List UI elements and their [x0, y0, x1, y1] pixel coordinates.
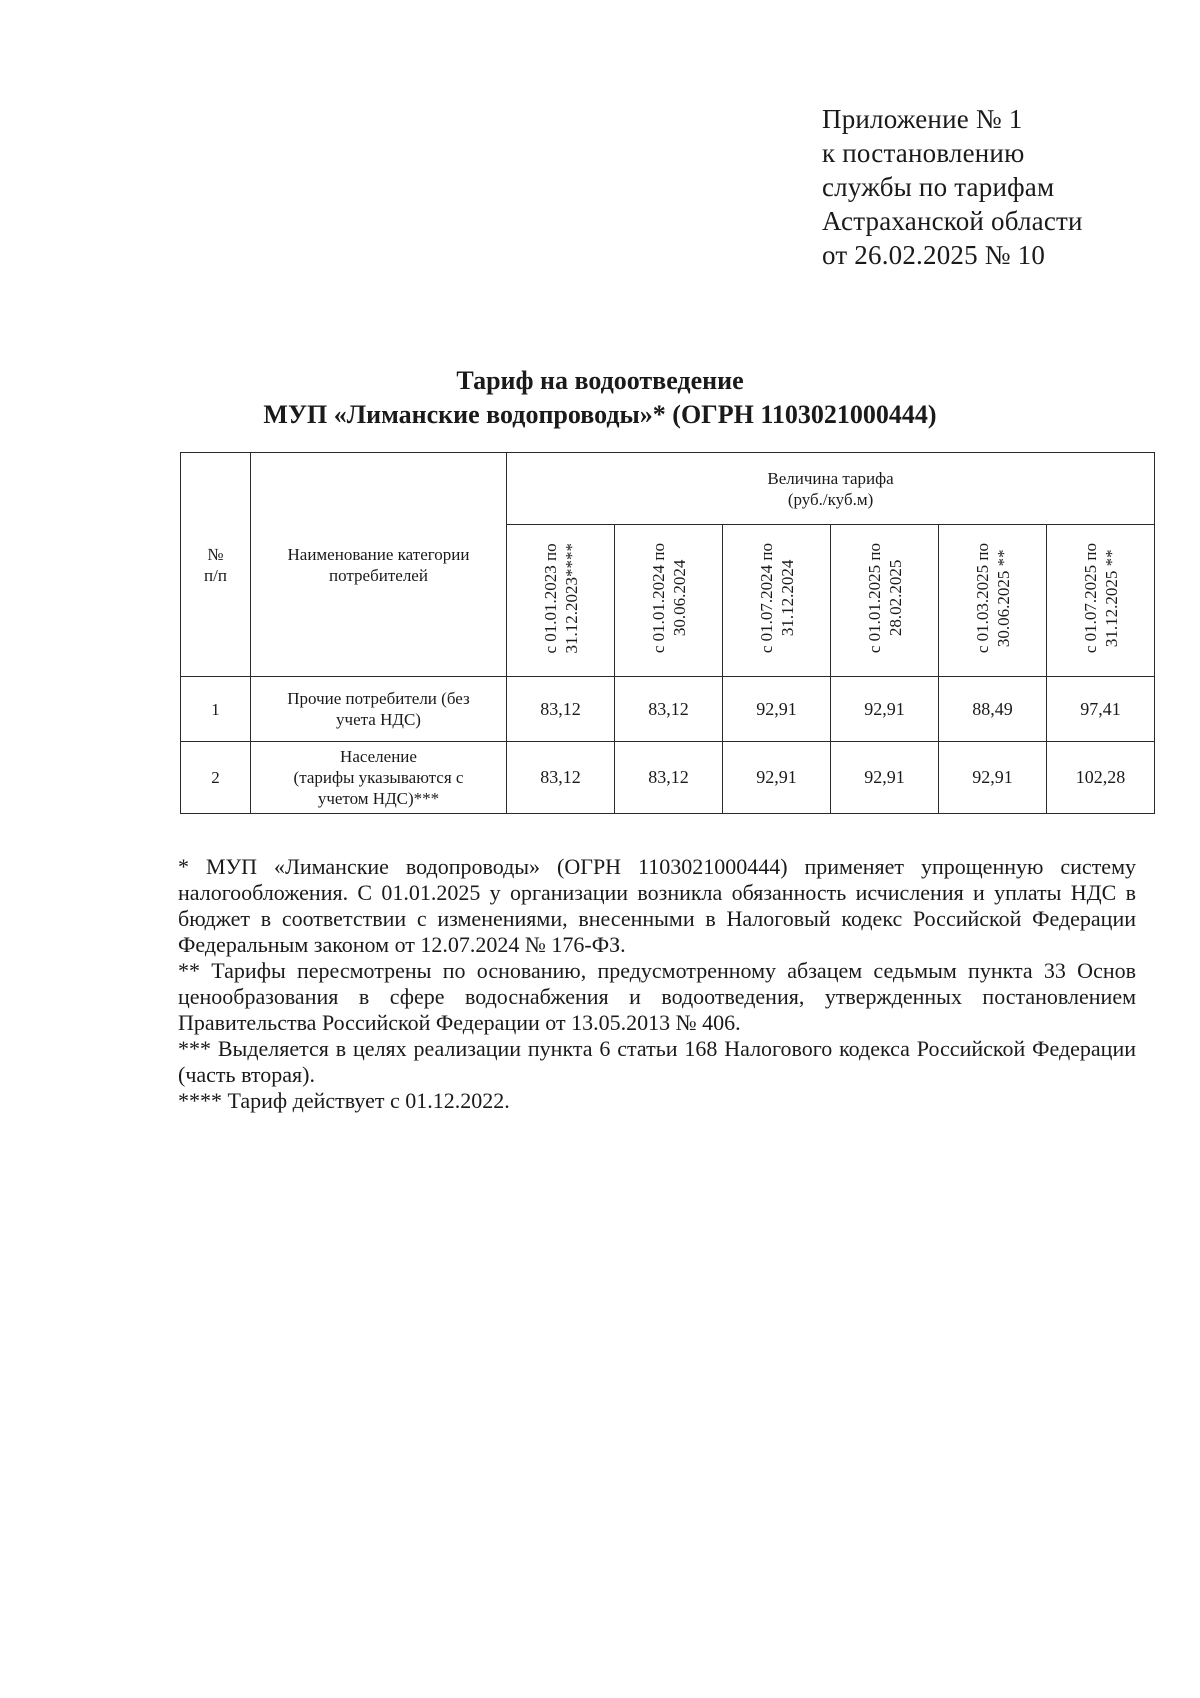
- row-1-value-6: 97,41: [1047, 677, 1155, 742]
- header-no-line-1: №: [207, 544, 224, 564]
- row-2-value-2: 83,12: [615, 742, 723, 814]
- header-period-2: [615, 525, 723, 677]
- period-1-line-2: 31.12.2023****: [561, 542, 581, 654]
- row-2-category-line-1: Население: [340, 747, 417, 766]
- period-3-line-1: с 01.07.2024 по: [756, 542, 776, 654]
- appendix-line-5: от 26.02.2025 № 10: [822, 240, 1046, 270]
- footnote-2: ** Тарифы пересмотрены по основанию, предусмотренному абзацем седьмым пункта 33 Основ ценообразования в сфере водоснабжения и водоотведения, утвержденных постановлением Правительства Российской Федерации от 13.05.2013 № 406.: [178, 958, 1136, 1035]
- row-2-category: [251, 742, 507, 814]
- row-2-value-5: 92,91: [939, 742, 1047, 814]
- header-tariff-group-line-1: Величина тарифа: [767, 468, 894, 488]
- header-period-5: [939, 525, 1047, 677]
- document-title: [160, 364, 1040, 432]
- row-1-no: 1: [181, 677, 251, 742]
- table-header-row-1: [181, 453, 1155, 525]
- table-row: [181, 742, 1155, 814]
- footnote-4: **** Тариф действует с 01.12.2022.: [178, 1088, 510, 1113]
- header-period-4: [831, 525, 939, 677]
- header-category: [251, 453, 507, 677]
- row-2-value-4: 92,91: [831, 742, 939, 814]
- header-tariff-group-line-2: (руб./куб.м): [787, 489, 874, 509]
- row-1-value-1: 83,12: [507, 677, 615, 742]
- period-5-line-2: 30.06.2025 **: [993, 549, 1013, 647]
- row-1-category: [251, 677, 507, 742]
- header-period-6: [1047, 525, 1155, 677]
- header-category-line-2: потребителей: [329, 565, 428, 585]
- period-6-line-2: 31.12.2025 **: [1101, 549, 1121, 647]
- appendix-line-3: службы по тарифам: [822, 172, 1055, 202]
- row-2-category-line-2: (тарифы указываются с: [293, 768, 464, 787]
- row-2-value-3: 92,91: [723, 742, 831, 814]
- header-period-1: [507, 525, 615, 677]
- period-4-line-2: 28.02.2025: [885, 559, 905, 637]
- header-no: [181, 453, 251, 677]
- appendix-line-2: к постановлению: [822, 138, 1025, 168]
- period-2-line-1: с 01.01.2024 по: [648, 542, 668, 654]
- period-1-line-1: с 01.01.2023 по: [540, 542, 560, 654]
- footnote-3: *** Выделяется в целях реализации пункта 6 статьи 168 Налогового кодекса Российской Федерации (часть вторая).: [178, 1036, 1136, 1087]
- appendix-block: [822, 102, 1083, 272]
- title-line-2: МУП «Лиманские водопроводы»* (ОГРН 1103021000444): [263, 400, 937, 429]
- row-1-category-line-2: учета НДС): [336, 710, 421, 729]
- row-1-value-4: 92,91: [831, 677, 939, 742]
- row-2-no: 2: [181, 742, 251, 814]
- row-1-category-line-1: Прочие потребители (без: [287, 689, 470, 708]
- tariff-table: [180, 452, 1155, 814]
- footnotes: [178, 854, 1136, 1114]
- title-line-1: Тариф на водоотведение: [456, 366, 744, 395]
- header-category-line-1: Наименование категории: [287, 544, 470, 564]
- row-2-value-6: 102,28: [1047, 742, 1155, 814]
- period-2-line-2: 30.06.2024: [669, 559, 689, 637]
- table-row: [181, 677, 1155, 742]
- period-3-line-2: 31.12.2024: [777, 559, 797, 637]
- appendix-line-1: Приложение № 1: [822, 104, 1023, 134]
- header-tariff-group: [507, 453, 1155, 525]
- row-2-value-1: 83,12: [507, 742, 615, 814]
- row-1-value-3: 92,91: [723, 677, 831, 742]
- row-1-value-2: 83,12: [615, 677, 723, 742]
- period-6-line-1: с 01.07.2025 по: [1080, 542, 1100, 654]
- row-1-value-5: 88,49: [939, 677, 1047, 742]
- period-5-line-1: с 01.03.2025 по: [972, 542, 992, 654]
- footnote-1: * МУП «Лиманские водопроводы» (ОГРН 1103021000444) применяет упрощенную систему налогообложения. С 01.01.2025 у организации возникла обязанность исчисления и уплаты НДС в бюджет в соответствии с изменениями, внесенными в Налоговый кодекс Российской Федерации Федеральным законом от 12.07.2024 № 176-ФЗ.: [178, 854, 1136, 957]
- period-4-line-1: с 01.01.2025 по: [864, 542, 884, 654]
- header-period-3: [723, 525, 831, 677]
- header-no-line-2: п/п: [204, 565, 227, 585]
- row-2-category-line-3: учетом НДС)***: [317, 789, 440, 808]
- appendix-line-4: Астраханской области: [822, 206, 1083, 236]
